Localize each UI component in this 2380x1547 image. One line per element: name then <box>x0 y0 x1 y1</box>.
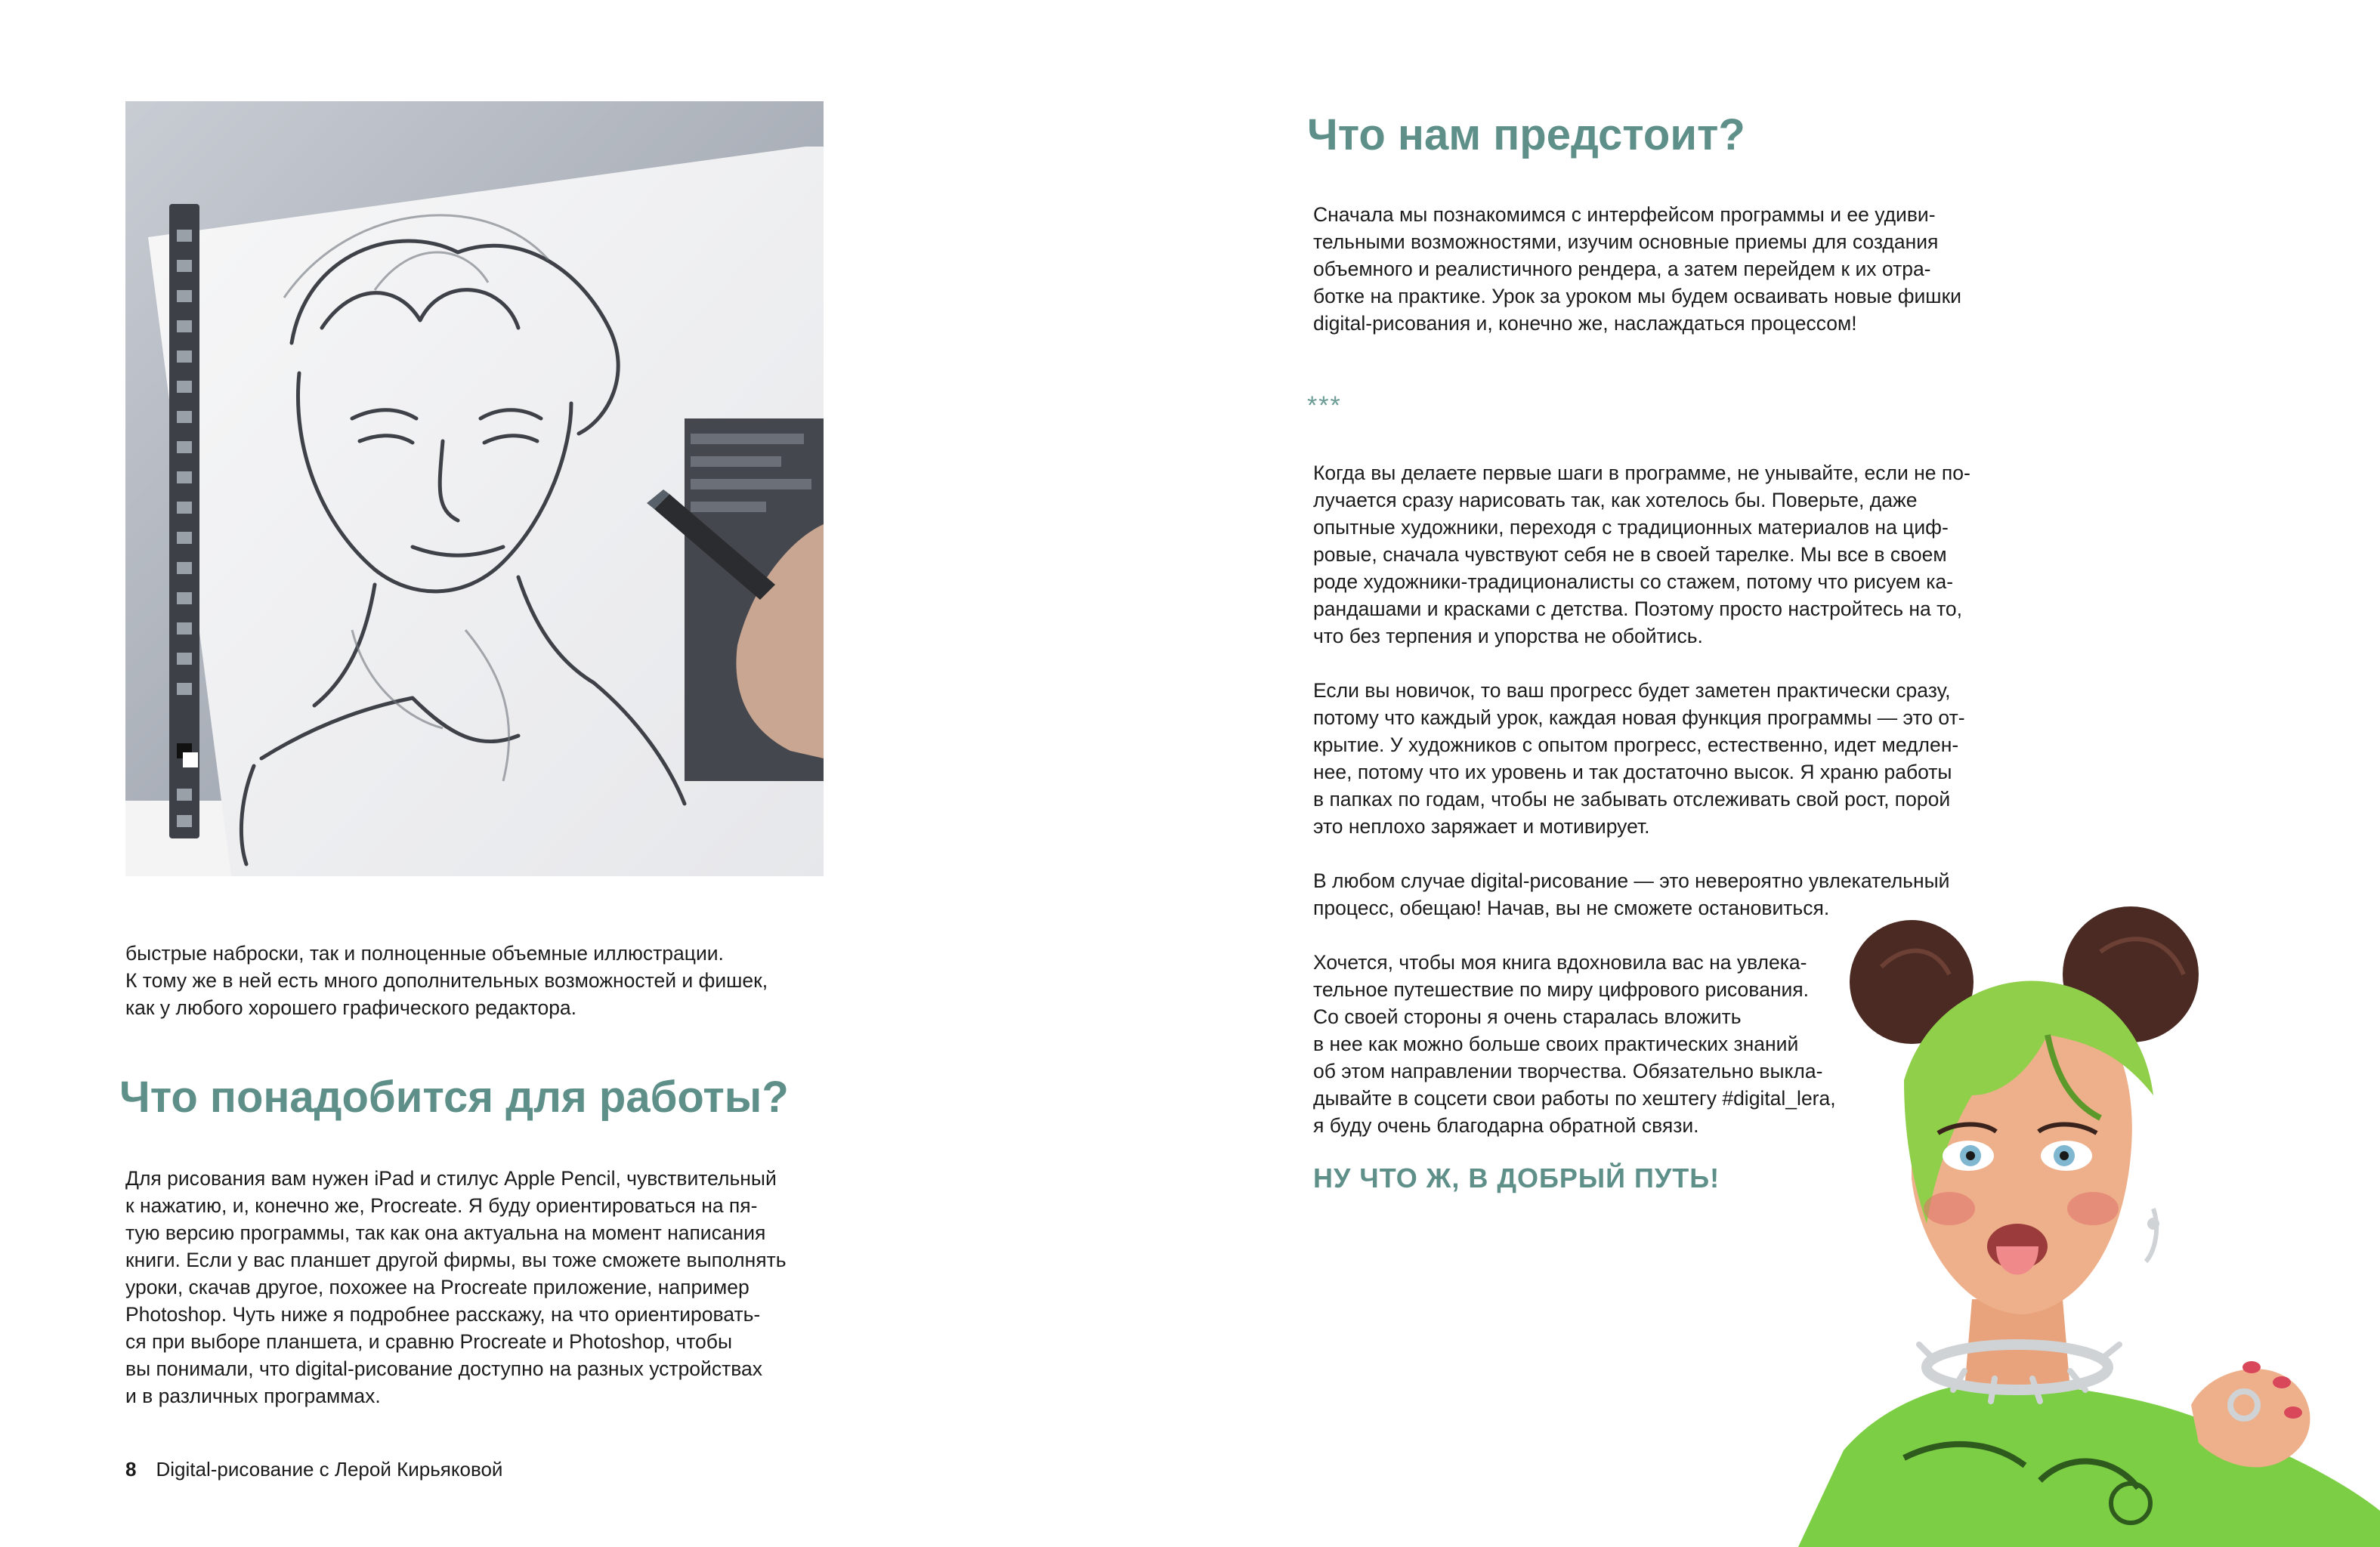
text-line: в нее как можно больше своих практических знаний <box>1313 1033 1799 1055</box>
text-line: Когда вы делаете первые шаги в программе, не унывайте, если не по- <box>1313 462 1970 484</box>
closing-slogan: НУ ЧТО Ж, В ДОБРЫЙ ПУТЬ! <box>1313 1163 1720 1193</box>
text-line: рандашами и красками с детства. Поэтому просто настройтесь на то, <box>1313 597 1963 620</box>
text-line: ровые, сначала чувствуют себя не в своей тарелке. Мы все в своем <box>1313 543 1947 566</box>
right-intro-paragraph <box>1313 201 2023 337</box>
text-line: объемного и реалистичного рендера, а затем перейдем к их отра- <box>1313 258 1931 280</box>
text-line: тельное путешествие по миру цифрового рисования. <box>1313 978 1809 1001</box>
text-line: нее, потому что их уровень и так достаточно высок. Я храню работы <box>1313 761 1952 783</box>
text-line: Хочется, чтобы моя книга вдохновила вас на увлека- <box>1313 951 1807 974</box>
page-number: 8 <box>125 1458 137 1481</box>
text-line: тельными возможностями, изучим основные приемы для создания <box>1313 230 1939 253</box>
text-line: роде художники-традиционалисты со стажем, потому что рисуем ка- <box>1313 570 1954 593</box>
text-line: ботке на практике. Урок за уроком мы будем осваивать новые фишки <box>1313 285 1961 307</box>
text-line: быстрые наброски, так и полноценные объемные иллюстрации. <box>125 942 724 965</box>
text-line: Для рисования вам нужен iPad и стилус Apple Pencil, чувствительный <box>125 1167 777 1190</box>
text-line: Сначала мы познакомимся с интерфейсом программы и ее удиви- <box>1313 203 1936 226</box>
text-line: Со своей стороны я очень старалась вложить <box>1313 1005 1742 1028</box>
text-line: опытные художники, переходя с традиционных материалов на циф- <box>1313 516 1949 539</box>
page-footer <box>125 1456 502 1482</box>
running-title: Digital-рисование с Лерой Кирьяковой <box>156 1458 503 1481</box>
text-line: лучается сразу нарисовать так, как хотелось бы. Поверьте, даже <box>1313 489 1918 511</box>
green-hair-girl-illustration <box>1798 906 2380 1547</box>
text-line: Если вы новичок, то ваш прогресс будет заметен практически сразу, <box>1313 679 1951 702</box>
text-line: В любом случае digital-рисование — это невероятно увлекательный <box>1313 869 1950 892</box>
text-line: книги. Если у вас планшет другой фирмы, вы тоже сможете выполнять <box>125 1249 787 1271</box>
text-line: уроки, скачав другое, похожее на Procreate приложение, например <box>125 1276 750 1298</box>
paragraph <box>1313 459 2023 650</box>
text-line: К тому же в ней есть много дополнительных возможностей и фишек, <box>125 969 768 992</box>
text-line: процесс, обещаю! Начав, вы не сможете остановиться. <box>1313 897 1830 919</box>
text-line: digital-рисования и, конечно же, наслаждаться процессом! <box>1313 312 1857 335</box>
text-line: как у любого хорошего графического редактора. <box>125 996 577 1019</box>
text-line: вы понимали, что digital-рисование доступно на разных устройствах <box>125 1357 763 1380</box>
text-line: Photoshop. Чуть ниже я подробнее расскажу, на что ориентировать- <box>125 1303 761 1326</box>
section-heading-needs: Что понадобится для работы? <box>119 1073 789 1122</box>
tablet-sketch-photo <box>125 101 824 876</box>
text-line: я буду очень благодарна обратной связи. <box>1313 1114 1699 1137</box>
text-line: дывайте в соцсети свои работы по хештегу #digital_lera, <box>1313 1087 1836 1110</box>
text-line: это неплохо заряжает и мотивирует. <box>1313 815 1650 838</box>
text-line: крытие. У художников с опытом прогресс, естественно, идет медлен- <box>1313 733 1959 756</box>
left-main-paragraph <box>125 1165 836 1410</box>
text-line: потому что каждый урок, каждая новая функция программы — это от- <box>1313 706 1965 729</box>
text-line: ся при выборе планшета, и сравню Procreate и Photoshop, чтобы <box>125 1330 733 1353</box>
paragraph <box>1313 677 2023 840</box>
left-intro-paragraph <box>125 940 836 1021</box>
text-line: и в различных программах. <box>125 1385 381 1407</box>
section-heading-ahead: Что нам предстоит? <box>1307 110 1745 159</box>
text-line: к нажатию, и, конечно же, Procreate. Я буду ориентироваться на пя- <box>125 1194 758 1217</box>
text-line: об этом направлении творчества. Обязательно выкла- <box>1313 1060 1823 1082</box>
text-line: что без терпения и упорства не обойтись. <box>1313 625 1703 647</box>
text-line: тую версию программы, так как она актуальна на момент написания <box>125 1221 766 1244</box>
text-line: в папках по годам, чтобы не забывать отслеживать свой рост, порой <box>1313 788 1951 811</box>
separator-stars: *** <box>1307 391 1342 420</box>
